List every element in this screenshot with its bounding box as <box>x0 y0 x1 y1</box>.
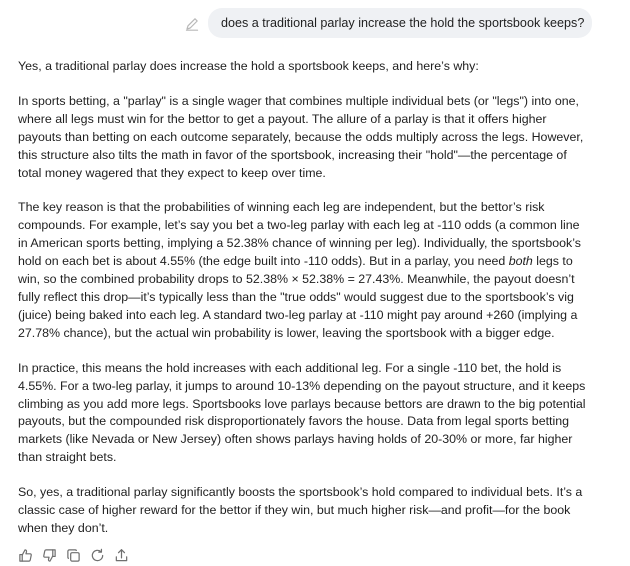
emphasis-text: both <box>508 254 533 269</box>
response-paragraph: In sports betting, a "parlay" is a single wager that combines multiple individual bets (or "legs") into one, where all legs must win for the bettor to get a payout. The allure of a parlay is that it offers higher payouts than betting on each outcome separately, because the odds multiply across the legs. However, this structure also tilts the math in favor of the sportsbook, increasing their "hold"—the percentage of total money wagered that they expect to keep over time. <box>18 93 584 180</box>
thumbs-down-icon[interactable] <box>42 548 57 563</box>
response-text: The key reason is that the probabilities of winning each leg are independent, but the bettor’s risk compounds. For example, let’s say you bet a two-leg parlay with each leg at -110 odds (a common line in American sports betting, implying a 52.38% chance of winning per leg). Individually, the sportsbook’s hold on each bet is about 4.55% (the edge built into -110 odds). But in a parlay, you need <box>18 200 581 269</box>
response-action-bar <box>18 546 129 564</box>
regenerate-icon[interactable] <box>90 548 105 563</box>
response-text: legs to win, so the combined probability drops to 52.38% × 52.38% = 27.43%. Meanwhile, the payout doesn’t fully reflect this drop—it’s typically less than the "true odds" would suggest due to the sportsbook’s vig (juice) being baked into each leg. A standard two-leg parlay at -110 might pay around +260 (implying a 27.78% chance), but the actual win probability is lower, leaving the sportsbook with a bigger edge. <box>18 254 578 340</box>
response-paragraph <box>18 199 592 342</box>
thumbs-up-icon[interactable] <box>18 548 33 563</box>
pencil-icon[interactable] <box>184 16 200 32</box>
user-message-row <box>0 8 630 40</box>
response-paragraph: In practice, this means the hold increases with each additional leg. For a single -110 bet, the hold is 4.55%. For a two-leg parlay, it jumps to around 10-13% depending on the payout structure, and it keeps climbing as you add more legs. Sportsbooks love parlays because bettors are drawn to the big potential payouts, but the compounded risk disproportionately favors the house. Data from legal sports betting markets (like Nevada or New Jersey) often shows parlays having holds of 20-30% or more, far higher than straight bets. <box>18 360 586 465</box>
share-icon[interactable] <box>114 548 129 563</box>
response-paragraph: Yes, a traditional parlay does increase the hold a sportsbook keeps, and here’s why: <box>18 59 479 73</box>
user-message-bubble: does a traditional parlay increase the hold the sportsbook keeps? <box>208 8 592 38</box>
assistant-response <box>18 58 592 555</box>
copy-icon[interactable] <box>66 548 81 563</box>
response-paragraph: So, yes, a traditional parlay significantly boosts the sportsbook’s hold compared to individual bets. It’s a classic case of higher reward for the bettor if they win, but much higher risk—and profit—for the book when they don’t. <box>18 485 583 535</box>
